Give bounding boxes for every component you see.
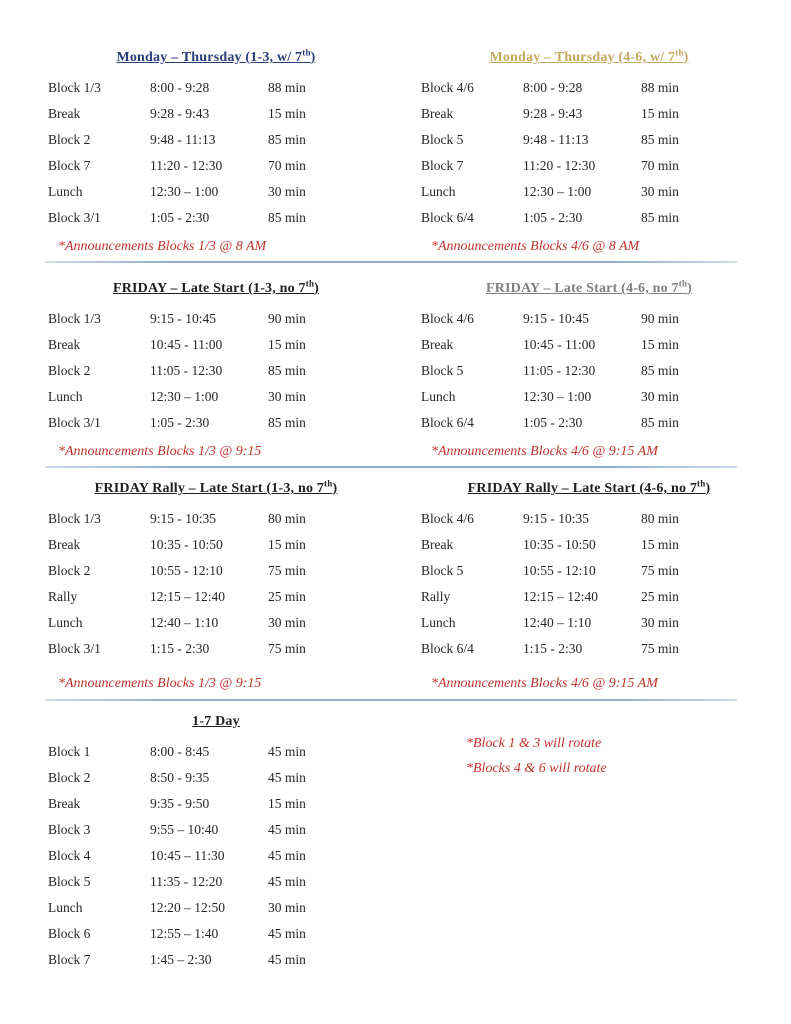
table-row (48, 532, 384, 558)
row-block-label: Block 3/1 (48, 641, 101, 656)
row-duration: 25 min (641, 589, 679, 604)
row-block-label: Break (48, 337, 81, 352)
row-block-label: Rally (421, 589, 451, 604)
row-block-label: Break (421, 537, 454, 552)
row-block-label: Block 2 (48, 770, 91, 785)
row-block-label: Break (421, 337, 454, 352)
row-duration: 88 min (641, 80, 679, 95)
row-block-label: Block 7 (48, 158, 91, 173)
row-duration: 15 min (268, 337, 306, 352)
row-time-range: 10:35 - 10:50 (150, 537, 223, 552)
row-block-label: Block 3 (48, 822, 91, 837)
title-superscript: th (324, 478, 333, 489)
row-block-label: Block 5 (48, 874, 91, 889)
title-post: ) (314, 281, 320, 296)
row-block-label: Lunch (48, 389, 83, 404)
schedule-table-1-7-day (48, 739, 384, 973)
row-time-range: 12:15 – 12:40 (523, 589, 599, 604)
section-title-friday-rally-4-6 (421, 478, 757, 506)
table-row (48, 179, 384, 205)
row-duration: 25 min (268, 589, 306, 604)
row-time-range: 12:30 – 1:00 (523, 184, 592, 199)
row-duration: 45 min (268, 770, 306, 785)
row-duration: 70 min (641, 158, 679, 173)
title-post: ) (687, 281, 693, 296)
row-time-range: 9:35 - 9:50 (150, 796, 210, 811)
row-time-range: 10:45 - 11:00 (150, 337, 223, 352)
schedule-table-friday-rally-4-6 (421, 506, 757, 662)
row-duration: 30 min (268, 389, 306, 404)
table-row (48, 584, 384, 610)
row-time-range: 12:40 – 1:10 (150, 615, 219, 630)
row-block-label: Block 5 (421, 132, 464, 147)
row-time-range: 10:55 - 12:10 (150, 563, 223, 578)
table-row (421, 506, 757, 532)
row-time-range: 9:28 - 9:43 (150, 106, 210, 121)
table-row (48, 558, 384, 584)
row-time-range: 1:05 - 2:30 (523, 210, 583, 225)
row-duration: 45 min (268, 744, 306, 759)
row-time-range: 9:48 - 11:13 (523, 132, 589, 147)
row-duration: 85 min (641, 415, 679, 430)
row-time-range: 1:05 - 2:30 (523, 415, 583, 430)
title-pre: FRIDAY Rally – Late Start (4-6, no 7 (467, 481, 698, 496)
row-duration: 85 min (268, 132, 306, 147)
table-row (421, 332, 757, 358)
row-duration: 80 min (641, 511, 679, 526)
table-row (48, 921, 384, 947)
row-duration: 75 min (641, 641, 679, 656)
row-block-label: Block 2 (48, 132, 91, 147)
table-row (48, 636, 384, 662)
row-time-range: 12:30 – 1:00 (150, 184, 219, 199)
section-title-text (116, 47, 316, 65)
section-title-text (485, 278, 693, 296)
section-title-1-7-day (48, 714, 384, 739)
section-title-mon-thu-1-3 (48, 47, 384, 75)
section-title-friday-rally-1-3 (48, 478, 384, 506)
row-duration: 75 min (641, 563, 679, 578)
row-block-label: Block 7 (421, 158, 464, 173)
table-row (48, 75, 384, 101)
title-superscript: th (697, 478, 706, 489)
schedule-section-friday-rally-4-6 (421, 478, 757, 692)
table-row (421, 179, 757, 205)
row-time-range: 12:55 – 1:40 (150, 926, 219, 941)
row-time-range: 11:35 - 12:20 (150, 874, 223, 889)
row-duration: 85 min (641, 363, 679, 378)
table-row (421, 306, 757, 332)
row-block-label: Block 5 (421, 563, 464, 578)
table-row (48, 306, 384, 332)
row-time-range: 10:35 - 10:50 (523, 537, 596, 552)
row-duration: 30 min (641, 184, 679, 199)
row-block-label: Block 3/1 (48, 210, 101, 225)
row-duration: 30 min (268, 615, 306, 630)
row-block-label: Block 4 (48, 848, 91, 863)
row-block-label: Block 1/3 (48, 511, 101, 526)
table-row (48, 358, 384, 384)
section-title-text (94, 478, 338, 496)
row-duration: 90 min (268, 311, 306, 326)
row-time-range: 9:15 - 10:45 (150, 311, 216, 326)
table-row (48, 895, 384, 921)
row-block-label: Block 6/4 (421, 415, 474, 430)
title-superscript: th (302, 47, 311, 58)
row-duration: 85 min (268, 363, 306, 378)
row-block-label: Lunch (421, 184, 456, 199)
row-block-label: Block 4/6 (421, 311, 474, 326)
title-pre: 1-7 Day (192, 714, 240, 729)
row-duration: 85 min (641, 132, 679, 147)
row-block-label: Lunch (48, 184, 83, 199)
table-row (421, 384, 757, 410)
table-row (48, 101, 384, 127)
announcement-note: *Announcements Blocks 4/6 @ 9:15 AM (431, 444, 658, 459)
row-time-range: 12:30 – 1:00 (150, 389, 219, 404)
row-duration: 45 min (268, 874, 306, 889)
row-time-range: 10:45 – 11:30 (150, 848, 225, 863)
table-row (48, 869, 384, 895)
row-time-range: 9:15 - 10:45 (523, 311, 589, 326)
table-row (48, 205, 384, 231)
schedule-section-mon-thu-1-3 (48, 47, 384, 255)
schedule-section-friday-late-1-3 (48, 278, 384, 460)
table-row (48, 817, 384, 843)
section-title-text (467, 478, 711, 496)
row-time-range: 11:05 - 12:30 (150, 363, 223, 378)
row-time-range: 1:05 - 2:30 (150, 210, 210, 225)
table-row (421, 610, 757, 636)
table-row (48, 127, 384, 153)
announcement-note: *Announcements Blocks 1/3 @ 9:15 (58, 444, 262, 459)
row-duration: 85 min (268, 415, 306, 430)
row-duration: 15 min (268, 537, 306, 552)
row-time-range: 9:48 - 11:13 (150, 132, 216, 147)
section-divider (45, 466, 737, 468)
row-block-label: Lunch (421, 615, 456, 630)
row-time-range: 8:00 - 8:45 (150, 744, 210, 759)
table-row (48, 332, 384, 358)
table-row (48, 947, 384, 973)
row-time-range: 9:15 - 10:35 (150, 511, 216, 526)
table-row (421, 558, 757, 584)
row-duration: 15 min (641, 337, 679, 352)
title-post: ) (332, 481, 338, 496)
schedule-table-friday-late-1-3 (48, 306, 384, 436)
row-block-label: Block 1/3 (48, 311, 101, 326)
schedule-table-friday-rally-1-3 (48, 506, 384, 662)
row-duration: 88 min (268, 80, 306, 95)
table-row (421, 532, 757, 558)
table-row (48, 739, 384, 765)
row-time-range: 8:00 - 9:28 (523, 80, 583, 95)
schedule-table-mon-thu-1-3 (48, 75, 384, 231)
title-pre: Monday – Thursday (4-6, w/ 7 (489, 50, 676, 65)
title-pre: FRIDAY – Late Start (4-6, no 7 (485, 281, 679, 296)
row-duration: 85 min (268, 210, 306, 225)
section-title-text (192, 714, 240, 729)
section-title-friday-late-1-3 (48, 278, 384, 306)
table-row (421, 358, 757, 384)
row-time-range: 11:20 - 12:30 (523, 158, 596, 173)
row-block-label: Block 6 (48, 926, 91, 941)
rotation-note-blocks-4-6: *Blocks 4 & 6 will rotate (466, 761, 607, 776)
row-duration: 85 min (641, 210, 679, 225)
row-block-label: Rally (48, 589, 78, 604)
row-block-label: Lunch (48, 615, 83, 630)
table-row (48, 610, 384, 636)
row-time-range: 12:20 – 12:50 (150, 900, 226, 915)
row-duration: 15 min (641, 537, 679, 552)
row-time-range: 12:15 – 12:40 (150, 589, 226, 604)
schedule-section-friday-rally-1-3 (48, 478, 384, 692)
table-row (48, 410, 384, 436)
row-block-label: Block 2 (48, 363, 91, 378)
section-divider (45, 699, 737, 701)
row-time-range: 9:15 - 10:35 (523, 511, 589, 526)
row-block-label: Break (48, 106, 81, 121)
schedule-section-friday-late-4-6 (421, 278, 757, 460)
title-pre: Monday – Thursday (1-3, w/ 7 (116, 50, 303, 65)
row-duration: 45 min (268, 848, 306, 863)
section-title-friday-late-4-6 (421, 278, 757, 306)
row-time-range: 11:05 - 12:30 (523, 363, 596, 378)
schedule-table-mon-thu-4-6 (421, 75, 757, 231)
row-time-range: 10:45 - 11:00 (523, 337, 596, 352)
section-title-mon-thu-4-6 (421, 47, 757, 75)
schedule-section-1-7-day (48, 714, 384, 973)
announcement-note: *Announcements Blocks 1/3 @ 8 AM (58, 239, 267, 254)
row-time-range: 11:20 - 12:30 (150, 158, 223, 173)
row-duration: 30 min (268, 900, 306, 915)
row-block-label: Block 6/4 (421, 210, 474, 225)
row-duration: 75 min (268, 641, 306, 656)
announcement-note: *Announcements Blocks 4/6 @ 8 AM (431, 239, 640, 254)
section-title-text (489, 47, 689, 65)
row-block-label: Lunch (48, 900, 83, 915)
table-row (48, 153, 384, 179)
section-title-text (112, 278, 320, 296)
rotation-note-blocks-1-3: *Block 1 & 3 will rotate (466, 736, 602, 751)
title-post: ) (683, 50, 689, 65)
row-duration: 45 min (268, 926, 306, 941)
title-post: ) (310, 50, 316, 65)
section-divider (45, 261, 737, 263)
row-block-label: Break (421, 106, 454, 121)
table-row (421, 101, 757, 127)
table-row (48, 506, 384, 532)
table-row (421, 153, 757, 179)
row-block-label: Block 6/4 (421, 641, 474, 656)
table-row (421, 127, 757, 153)
row-time-range: 1:15 - 2:30 (150, 641, 210, 656)
row-duration: 90 min (641, 311, 679, 326)
schedule-table-friday-late-4-6 (421, 306, 757, 436)
row-duration: 15 min (268, 106, 306, 121)
row-duration: 30 min (268, 184, 306, 199)
rotation-notes (466, 735, 607, 785)
table-row (48, 791, 384, 817)
title-superscript: th (675, 47, 684, 58)
table-row (48, 843, 384, 869)
title-pre: FRIDAY Rally – Late Start (1-3, no 7 (94, 481, 325, 496)
row-time-range: 8:50 - 9:35 (150, 770, 210, 785)
table-row (48, 765, 384, 791)
row-duration: 45 min (268, 822, 306, 837)
table-row (48, 384, 384, 410)
row-time-range: 9:28 - 9:43 (523, 106, 583, 121)
row-block-label: Break (48, 537, 81, 552)
table-row (421, 410, 757, 436)
title-superscript: th (305, 278, 315, 289)
row-block-label: Block 7 (48, 952, 91, 967)
row-time-range: 9:55 – 10:40 (150, 822, 219, 837)
row-block-label: Block 4/6 (421, 80, 474, 95)
row-duration: 15 min (268, 796, 306, 811)
row-block-label: Block 1 (48, 744, 91, 759)
title-superscript: th (678, 278, 688, 289)
row-duration: 15 min (641, 106, 679, 121)
row-block-label: Block 1/3 (48, 80, 101, 95)
row-duration: 45 min (268, 952, 306, 967)
row-duration: 30 min (641, 615, 679, 630)
row-duration: 75 min (268, 563, 306, 578)
row-block-label: Break (48, 796, 81, 811)
row-block-label: Block 2 (48, 563, 91, 578)
table-row (421, 205, 757, 231)
row-duration: 80 min (268, 511, 306, 526)
row-time-range: 12:40 – 1:10 (523, 615, 592, 630)
announcement-note: *Announcements Blocks 4/6 @ 9:15 AM (431, 676, 658, 691)
row-block-label: Block 3/1 (48, 415, 101, 430)
row-time-range: 1:15 - 2:30 (523, 641, 583, 656)
row-duration: 70 min (268, 158, 306, 173)
row-duration: 30 min (641, 389, 679, 404)
row-block-label: Lunch (421, 389, 456, 404)
table-row (421, 636, 757, 662)
schedule-section-mon-thu-4-6 (421, 47, 757, 255)
row-block-label: Block 4/6 (421, 511, 474, 526)
table-row (421, 584, 757, 610)
row-block-label: Block 5 (421, 363, 464, 378)
row-time-range: 12:30 – 1:00 (523, 389, 592, 404)
title-post: ) (705, 481, 711, 496)
title-pre: FRIDAY – Late Start (1-3, no 7 (112, 281, 306, 296)
row-time-range: 10:55 - 12:10 (523, 563, 596, 578)
row-time-range: 8:00 - 9:28 (150, 80, 210, 95)
table-row (421, 75, 757, 101)
row-time-range: 1:05 - 2:30 (150, 415, 210, 430)
announcement-note: *Announcements Blocks 1/3 @ 9:15 (58, 676, 262, 691)
row-time-range: 1:45 – 2:30 (150, 952, 212, 967)
